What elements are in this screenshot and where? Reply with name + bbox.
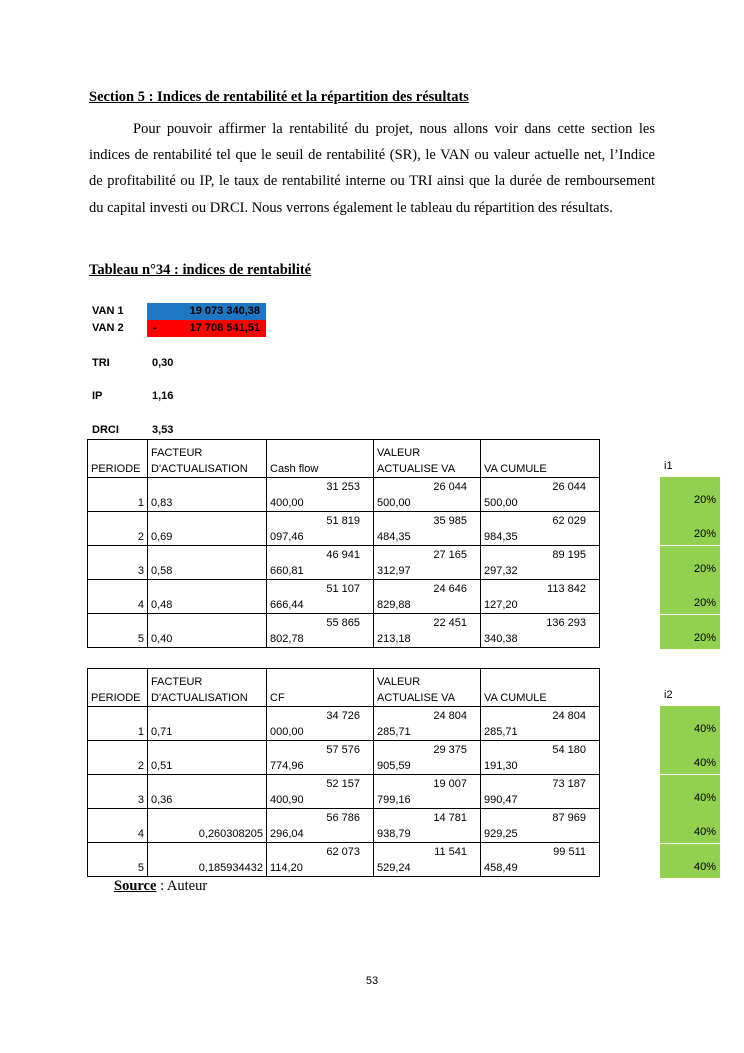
- cf-cell: [267, 478, 374, 512]
- cf-value-line1: 51 107: [326, 583, 360, 595]
- cf-cell: [267, 580, 374, 614]
- cumule-value-line2: 127,20: [484, 599, 518, 611]
- cf-value-line1: 31 253: [326, 481, 360, 493]
- facteur-cell: 0,48: [148, 580, 267, 614]
- cf-cell: [267, 809, 374, 843]
- cf-cell: [267, 775, 374, 809]
- cf-value-line2: 660,81: [270, 565, 304, 577]
- periode-cell: 3: [88, 546, 148, 580]
- cumule-cell: [481, 707, 600, 741]
- table-row: [88, 741, 600, 775]
- va-value-line2: 799,16: [377, 794, 411, 806]
- source-text: : Auteur: [156, 878, 208, 894]
- cf-cell: [267, 707, 374, 741]
- va-value-line1: 29 375: [433, 744, 467, 756]
- cf-cell: [267, 512, 374, 546]
- cf-value-line2: 400,90: [270, 794, 304, 806]
- cf-cell: [267, 843, 374, 877]
- cf-value-line1: 52 157: [326, 778, 360, 790]
- tri-value: 0,30: [152, 357, 174, 369]
- table-row: [88, 809, 600, 843]
- va-value-line1: 22 451: [433, 617, 467, 629]
- va-value-line2: 829,88: [377, 599, 411, 611]
- facteur-cell: 0,185934432: [148, 843, 267, 877]
- periode-cell: 1: [88, 478, 148, 512]
- rate-cell: 40%: [660, 775, 720, 809]
- cf-cell: [267, 546, 374, 580]
- cumule-cell: [481, 478, 600, 512]
- column-header: PERIODE: [88, 440, 148, 478]
- facteur-cell: 0,260308205: [148, 809, 267, 843]
- column-header: Cash flow: [267, 440, 374, 478]
- cf-cell: [267, 614, 374, 648]
- va-cell: [374, 614, 481, 648]
- periode-cell: 2: [88, 741, 148, 775]
- va-cell: [374, 707, 481, 741]
- header-row: [88, 669, 600, 707]
- va-value-line2: 213,18: [377, 633, 411, 645]
- va-value-line1: 24 646: [433, 583, 467, 595]
- rate-cell: 40%: [660, 809, 720, 843]
- cf-value-line1: 57 576: [326, 744, 360, 756]
- cumule-value-line2: 340,38: [484, 633, 518, 645]
- cf-value-line2: 097,46: [270, 531, 304, 543]
- va-cell: [374, 741, 481, 775]
- cumule-value-line1: 136 293: [546, 617, 586, 629]
- cumule-cell: [481, 614, 600, 648]
- va-cell: [374, 478, 481, 512]
- van2-label: VAN 2: [92, 322, 124, 334]
- facteur-cell: 0,71: [148, 707, 267, 741]
- va-value-line1: 14 781: [433, 812, 467, 824]
- cf-value-line2: 774,96: [270, 760, 304, 772]
- cumule-value-line1: 99 511: [553, 846, 586, 858]
- va-value-line1: 11 541: [434, 846, 467, 858]
- rate-cell: 20%: [660, 580, 720, 614]
- periode-cell: 4: [88, 580, 148, 614]
- va-cell: [374, 843, 481, 877]
- column-header: FACTEUR D'ACTUALISATION: [148, 669, 267, 707]
- va-value-line2: 905,59: [377, 760, 411, 772]
- van2-value-cell: [147, 320, 266, 337]
- va-cell: [374, 546, 481, 580]
- cf-value-line1: 46 941: [326, 549, 360, 561]
- source-line: [114, 878, 207, 895]
- va-cell: [374, 809, 481, 843]
- table-row: [88, 512, 600, 546]
- rate-label-i2: i2: [664, 689, 673, 701]
- cumule-value-line2: 929,25: [484, 828, 518, 840]
- cf-value-line2: 000,00: [270, 726, 304, 738]
- cumule-value-line1: 87 969: [552, 812, 586, 824]
- va-value-line2: 529,24: [377, 862, 411, 874]
- cf-value-line2: 114,20: [270, 862, 303, 874]
- va-value-line1: 26 044: [433, 481, 467, 493]
- va-value-line1: 35 985: [433, 515, 467, 527]
- rate-cell: 20%: [660, 477, 720, 511]
- rate-cell: 20%: [660, 615, 720, 649]
- cf-value-line2: 802,78: [270, 633, 304, 645]
- column-header: VALEUR ACTUALISE VA: [374, 440, 481, 478]
- va-value-line2: 938,79: [377, 828, 411, 840]
- header-row: [88, 440, 600, 478]
- cf-value-line2: 296,04: [270, 828, 304, 840]
- ip-value: 1,16: [152, 390, 174, 402]
- column-header: CF: [267, 669, 374, 707]
- column-header: VALEUR ACTUALISE VA: [374, 669, 481, 707]
- rate-label-i1: i1: [664, 460, 673, 472]
- intro-paragraph: [89, 116, 655, 221]
- van2-dash: -: [153, 322, 157, 334]
- rate-cell: 40%: [660, 740, 720, 774]
- rate-cell: 20%: [660, 511, 720, 545]
- periode-cell: 5: [88, 614, 148, 648]
- cumule-value-line2: 285,71: [484, 726, 518, 738]
- cf-value-line2: 666,44: [270, 599, 304, 611]
- cf-value-line1: 55 865: [326, 617, 360, 629]
- column-header: PERIODE: [88, 669, 148, 707]
- cumule-value-line2: 191,30: [484, 760, 518, 772]
- va-value-line2: 484,35: [377, 531, 411, 543]
- cumule-value-line2: 458,49: [484, 862, 518, 874]
- va-value-line2: 312,97: [377, 565, 411, 577]
- va-value-line1: 19 007: [433, 778, 467, 790]
- cumule-cell: [481, 546, 600, 580]
- cf-cell: [267, 741, 374, 775]
- cumule-cell: [481, 775, 600, 809]
- van1-value-cell: [147, 303, 266, 320]
- va-value-line2: 285,71: [377, 726, 411, 738]
- cf-value-line1: 34 726: [326, 710, 360, 722]
- rate-cell: 20%: [660, 546, 720, 580]
- van1-label: VAN 1: [92, 305, 124, 317]
- facteur-cell: 0,69: [148, 512, 267, 546]
- cumule-cell: [481, 580, 600, 614]
- cf-value-line1: 51 819: [326, 515, 360, 527]
- cumule-value-line1: 62 029: [552, 515, 586, 527]
- cf-value-line1: 62 073: [326, 846, 360, 858]
- periode-cell: 1: [88, 707, 148, 741]
- column-header: VA CUMULE: [481, 440, 600, 478]
- cumule-value-line1: 24 804: [552, 710, 586, 722]
- table-row: [88, 707, 600, 741]
- va-value-line2: 500,00: [377, 497, 411, 509]
- cumule-cell: [481, 512, 600, 546]
- facteur-cell: 0,51: [148, 741, 267, 775]
- drci-value: 3,53: [152, 424, 174, 436]
- table-row: [88, 775, 600, 809]
- rate-cell: 40%: [660, 706, 720, 740]
- cf-value-line2: 400,00: [270, 497, 304, 509]
- cumule-value-line1: 54 180: [552, 744, 586, 756]
- rate-cell: 40%: [660, 844, 720, 878]
- cumule-cell: [481, 843, 600, 877]
- periode-cell: 5: [88, 843, 148, 877]
- van1-value: 19 073 340,38: [189, 305, 260, 317]
- va-value-line1: 27 165: [433, 549, 467, 561]
- periode-cell: 4: [88, 809, 148, 843]
- table-row: [88, 546, 600, 580]
- va-cell: [374, 580, 481, 614]
- cumule-value-line2: 500,00: [484, 497, 518, 509]
- va-cell: [374, 512, 481, 546]
- facteur-cell: 0,58: [148, 546, 267, 580]
- cumule-value-line2: 297,32: [484, 565, 518, 577]
- cumule-value-line1: 113 842: [547, 583, 586, 595]
- cumule-cell: [481, 741, 600, 775]
- va-cell: [374, 775, 481, 809]
- van2-value: 17 708 541,51: [189, 322, 260, 334]
- drci-label: DRCI: [92, 424, 119, 436]
- column-header: FACTEUR D'ACTUALISATION: [148, 440, 267, 478]
- cumule-value-line1: 26 044: [552, 481, 586, 493]
- cumule-value-line1: 89 195: [552, 549, 586, 561]
- va-value-line1: 24 804: [433, 710, 467, 722]
- table-title: Tableau n°34 : indices de rentabilité: [89, 262, 312, 278]
- discount-table-2: [87, 668, 600, 877]
- cumule-cell: [481, 809, 600, 843]
- column-header: VA CUMULE: [481, 669, 600, 707]
- table-row: [88, 478, 600, 512]
- section-heading: Section 5 : Indices de rentabilité et la répartition des résultats: [89, 89, 469, 105]
- tri-label: TRI: [92, 357, 110, 369]
- facteur-cell: 0,83: [148, 478, 267, 512]
- cumule-value-line2: 990,47: [484, 794, 518, 806]
- page-number: 53: [365, 975, 379, 987]
- periode-cell: 3: [88, 775, 148, 809]
- table-row: [88, 843, 600, 877]
- source-label: Source: [114, 878, 157, 894]
- cumule-value-line1: 73 187: [552, 778, 586, 790]
- intro-paragraph-text: Pour pouvoir affirmer la rentabilité du projet, nous allons voir dans cette section les indices de rentabilité tel que le seuil de rentabilité (SR), le VAN ou valeur actuelle net, l’Indice de profitabilité ou IP, le taux de rentabilité interne ou TRI ainsi que la durée de remboursement du capital investi ou DRCI. Nous verrons également le tableau du répartition des résultats.: [89, 121, 655, 216]
- cumule-value-line2: 984,35: [484, 531, 518, 543]
- table-row: [88, 580, 600, 614]
- facteur-cell: 0,40: [148, 614, 267, 648]
- facteur-cell: 0,36: [148, 775, 267, 809]
- periode-cell: 2: [88, 512, 148, 546]
- cf-value-line1: 56 786: [326, 812, 360, 824]
- ip-label: IP: [92, 390, 103, 402]
- discount-table-1: [87, 439, 600, 648]
- table-row: [88, 614, 600, 648]
